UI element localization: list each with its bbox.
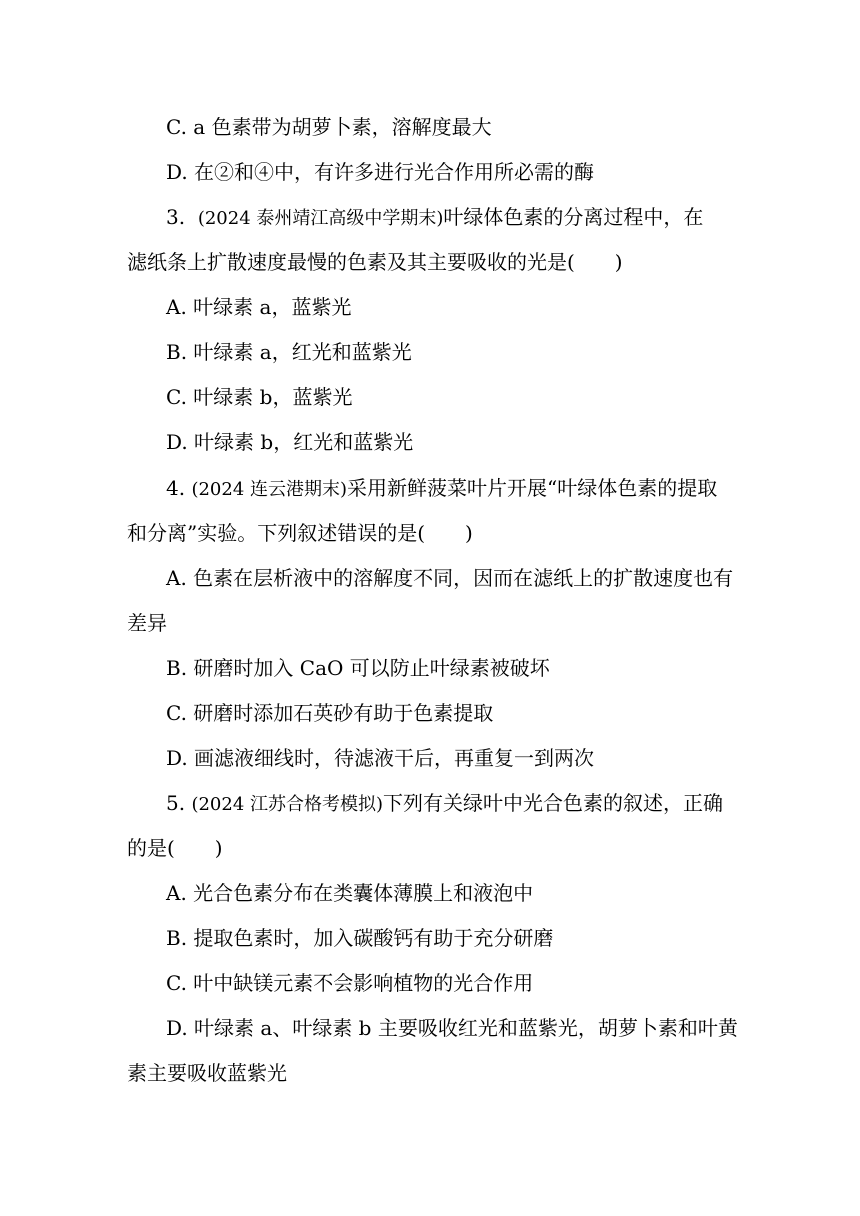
q4-stem-line1	[166, 475, 717, 503]
q5-option-d-line2: 素主要吸收蓝紫光	[127, 1061, 287, 1085]
q5-option-b: B. 提取色素时，加入碳酸钙有助于充分研磨	[166, 926, 554, 950]
q5-option-a: A. 光合色素分布在类囊体薄膜上和液泡中	[166, 881, 534, 905]
q3-option-a: A. 叶绿素 a，蓝紫光	[166, 295, 352, 319]
q4-number: 4.	[166, 476, 186, 500]
q3-number: 3.	[166, 205, 186, 229]
q4-option-b: B. 研磨时加入 CaO 可以防止叶绿素被破坏	[166, 656, 550, 680]
q5-stem-line1	[166, 790, 723, 818]
q3-option-d: D. 叶绿素 b，红光和蓝紫光	[166, 430, 414, 454]
q3-stem-line1	[166, 204, 703, 232]
q5-number: 5.	[166, 791, 186, 815]
q5-stem-line2: 的是( )	[127, 836, 223, 860]
q5-option-d-line1: D. 叶绿素 a、叶绿素 b 主要吸收红光和蓝紫光，胡萝卜素和叶黄	[166, 1016, 738, 1040]
q2-option-d: D. 在②和④中，有许多进行光合作用所必需的酶	[166, 160, 595, 184]
q4-option-c: C. 研磨时添加石英砂有助于色素提取	[166, 701, 494, 725]
q3-option-b: B. 叶绿素 a，红光和蓝紫光	[166, 340, 412, 364]
q4-option-a-line1: A. 色素在层析液中的溶解度不同，因而在滤纸上的扩散速度也有	[166, 566, 734, 590]
q3-option-c: C. 叶绿素 b，蓝紫光	[166, 385, 353, 409]
q4-stem-text: 采用新鲜菠菜叶片开展“叶绿体色素的提取	[347, 476, 718, 500]
q4-option-a-line2: 差异	[127, 611, 167, 635]
q3-stem-text: 叶绿体色素的分离过程中，在	[443, 205, 704, 229]
q4-stem-line2: 和分离”实验。下列叙述错误的是( )	[127, 521, 473, 545]
q5-option-c: C. 叶中缺镁元素不会影响植物的光合作用	[166, 971, 534, 995]
q5-source: (2024 江苏合格考模拟)	[191, 794, 384, 815]
q4-option-d: D. 画滤液细线时，待滤液干后，再重复一到两次	[166, 746, 595, 770]
q4-source: (2024 连云港期末)	[191, 479, 348, 500]
q2-option-c: C. a 色素带为胡萝卜素，溶解度最大	[166, 115, 492, 139]
q3-stem-line2: 滤纸条上扩散速度最慢的色素及其主要吸收的光是( )	[127, 250, 623, 274]
q5-stem-text: 下列有关绿叶中光合色素的叙述，正确	[383, 791, 724, 815]
q3-source: (2024 泰州靖江高级中学期末)	[197, 208, 444, 229]
